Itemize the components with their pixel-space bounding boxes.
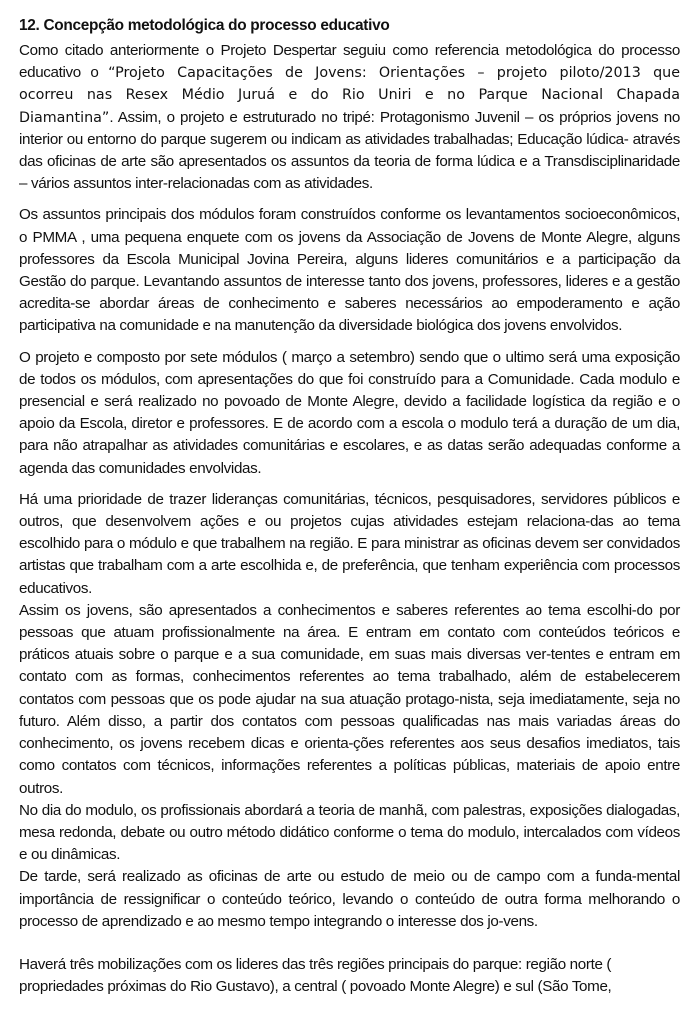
paragraph-module-subjects: Os assuntos principais dos módulos foram construídos conforme os levantamentos socioeconômicos, o PMMA , uma pequena enquete com os jovens da Associação de Jovens de Monte Alegre, alguns professores da Escola Municipal Jovina Pereira, alguns lideres comunitários e a participação da Gestão do parque. Levantando assuntos de interesse tanto dos jovens, professores, lideres e a gestão acredita-se abordar áreas de conhecimento e saberes necessários ao empoderamento e ação participativa na comunidade e na manutenção da diversidade biológica dos jovens envolvidos. [19, 206, 680, 335]
paragraph-text: . Assim, o projeto e estruturado no tripé: Protagonismo Juvenil – os próprios jovens no interior ou entorno do parque sugerem ou indicam as atividades trabalhadas; Educação lúdica- através das oficinas de arte são apresentados os assuntos da teoria de forma lúdica e a Transdisciplinaridade – vários assuntos inter-relacionadas com as atividades. [19, 108, 680, 193]
paragraph-text: Como citado anteriormente o Projeto Despertar seguiu como referencia metodológica do processo educativo o [19, 42, 680, 82]
paragraph-youth-knowledge: Assim os jovens, são apresentados a conhecimentos e saberes referentes ao tema escolhi-do por pessoas que atuam profissionalmente na área. E entram em contato com conteúdos teóricos e práticos atuais sobre o parque e a sua comunidade, em suas mais diversas ver-tentes e entram em contato com as formas, conhecimentos referentes ao tema trabalhado, além de estabelecerem contatos com pessoas que os pode ajudar na sua atuação protago-nista, seja imediatamente, seja no futuro. Além disso, a partir dos contatos com pessoas qualificadas nas mais variadas áreas do conhecimento, os jovens recebem dicas e orienta-ções referentes aos seus desafios imediatos, tais como contatos com técnicos, informações referentes a políticas públicas, materiais de apoio entre outros. [19, 601, 680, 797]
paragraph-morning-theory: No dia do modulo, os profissionais abordará a teoria de manhã, com palestras, exposições dialogadas, mesa redonda, debate ou outro método didático conforme o tema do modulo, intercalados com vídeos e ou dinâmicas. [19, 801, 680, 864]
section-heading: 12. Concepção metodológica do processo educativo [19, 17, 390, 34]
quoted-project-title: “Projeto Capacitações de Jovens: Orientações – projeto piloto/2013 que ocorreu nas Resex Médio Juruá e do Rio Uniri e no Parque Nacional Chapada Diamantina” [19, 65, 680, 126]
paragraph-priorities: Há uma prioridade de trazer lideranças comunitárias, técnicos, pesquisadores, servidores públicos e outros, que desenvolvem ações e ou projetos cujas atividades estejam relaciona-das ao tema escolhido para o módulo e que trabalhem na região. E para ministrar as oficinas devem ser convidados artistas que trabalham com a arte escolhida e, de preferência, que tenham experiência com processos educativos. [19, 490, 680, 597]
paragraph-methodology [19, 40, 680, 195]
paragraph-project-composition: O projeto e composto por sete módulos ( março a setembro) sendo que o ultimo será uma exposição de todos os módulos, com apresentações do que foi construído para a Comunidade. Cada modulo e presencial e será realizado no povoado de Monte Alegre, devido a facilidade logística da região e o apoio da Escola, diretor e professores. E de acordo com a escola o modulo terá a duração de um dia, para não atrapalhar as atividades comunitárias e escolares, e as datas serão adequadas conforme a agenda das comunidades envolvidas. [19, 348, 680, 477]
paragraph-afternoon-workshops: De tarde, será realizado as oficinas de arte ou estudo de meio ou de campo com a funda-mental importância de ressignificar o conteúdo teórico, levando o conteúdo de outra forma melhorando o processo de aprendizado e ao mesmo tempo integrando o interesse dos jo-vens. [19, 868, 680, 930]
paragraph-mobilizations: Haverá três mobilizações com os lideres das três regiões principais do parque: região norte ( propriedades próximas do Rio Gustavo), a central ( povoado Monte Alegre) e sul (São Tome, [19, 955, 612, 996]
